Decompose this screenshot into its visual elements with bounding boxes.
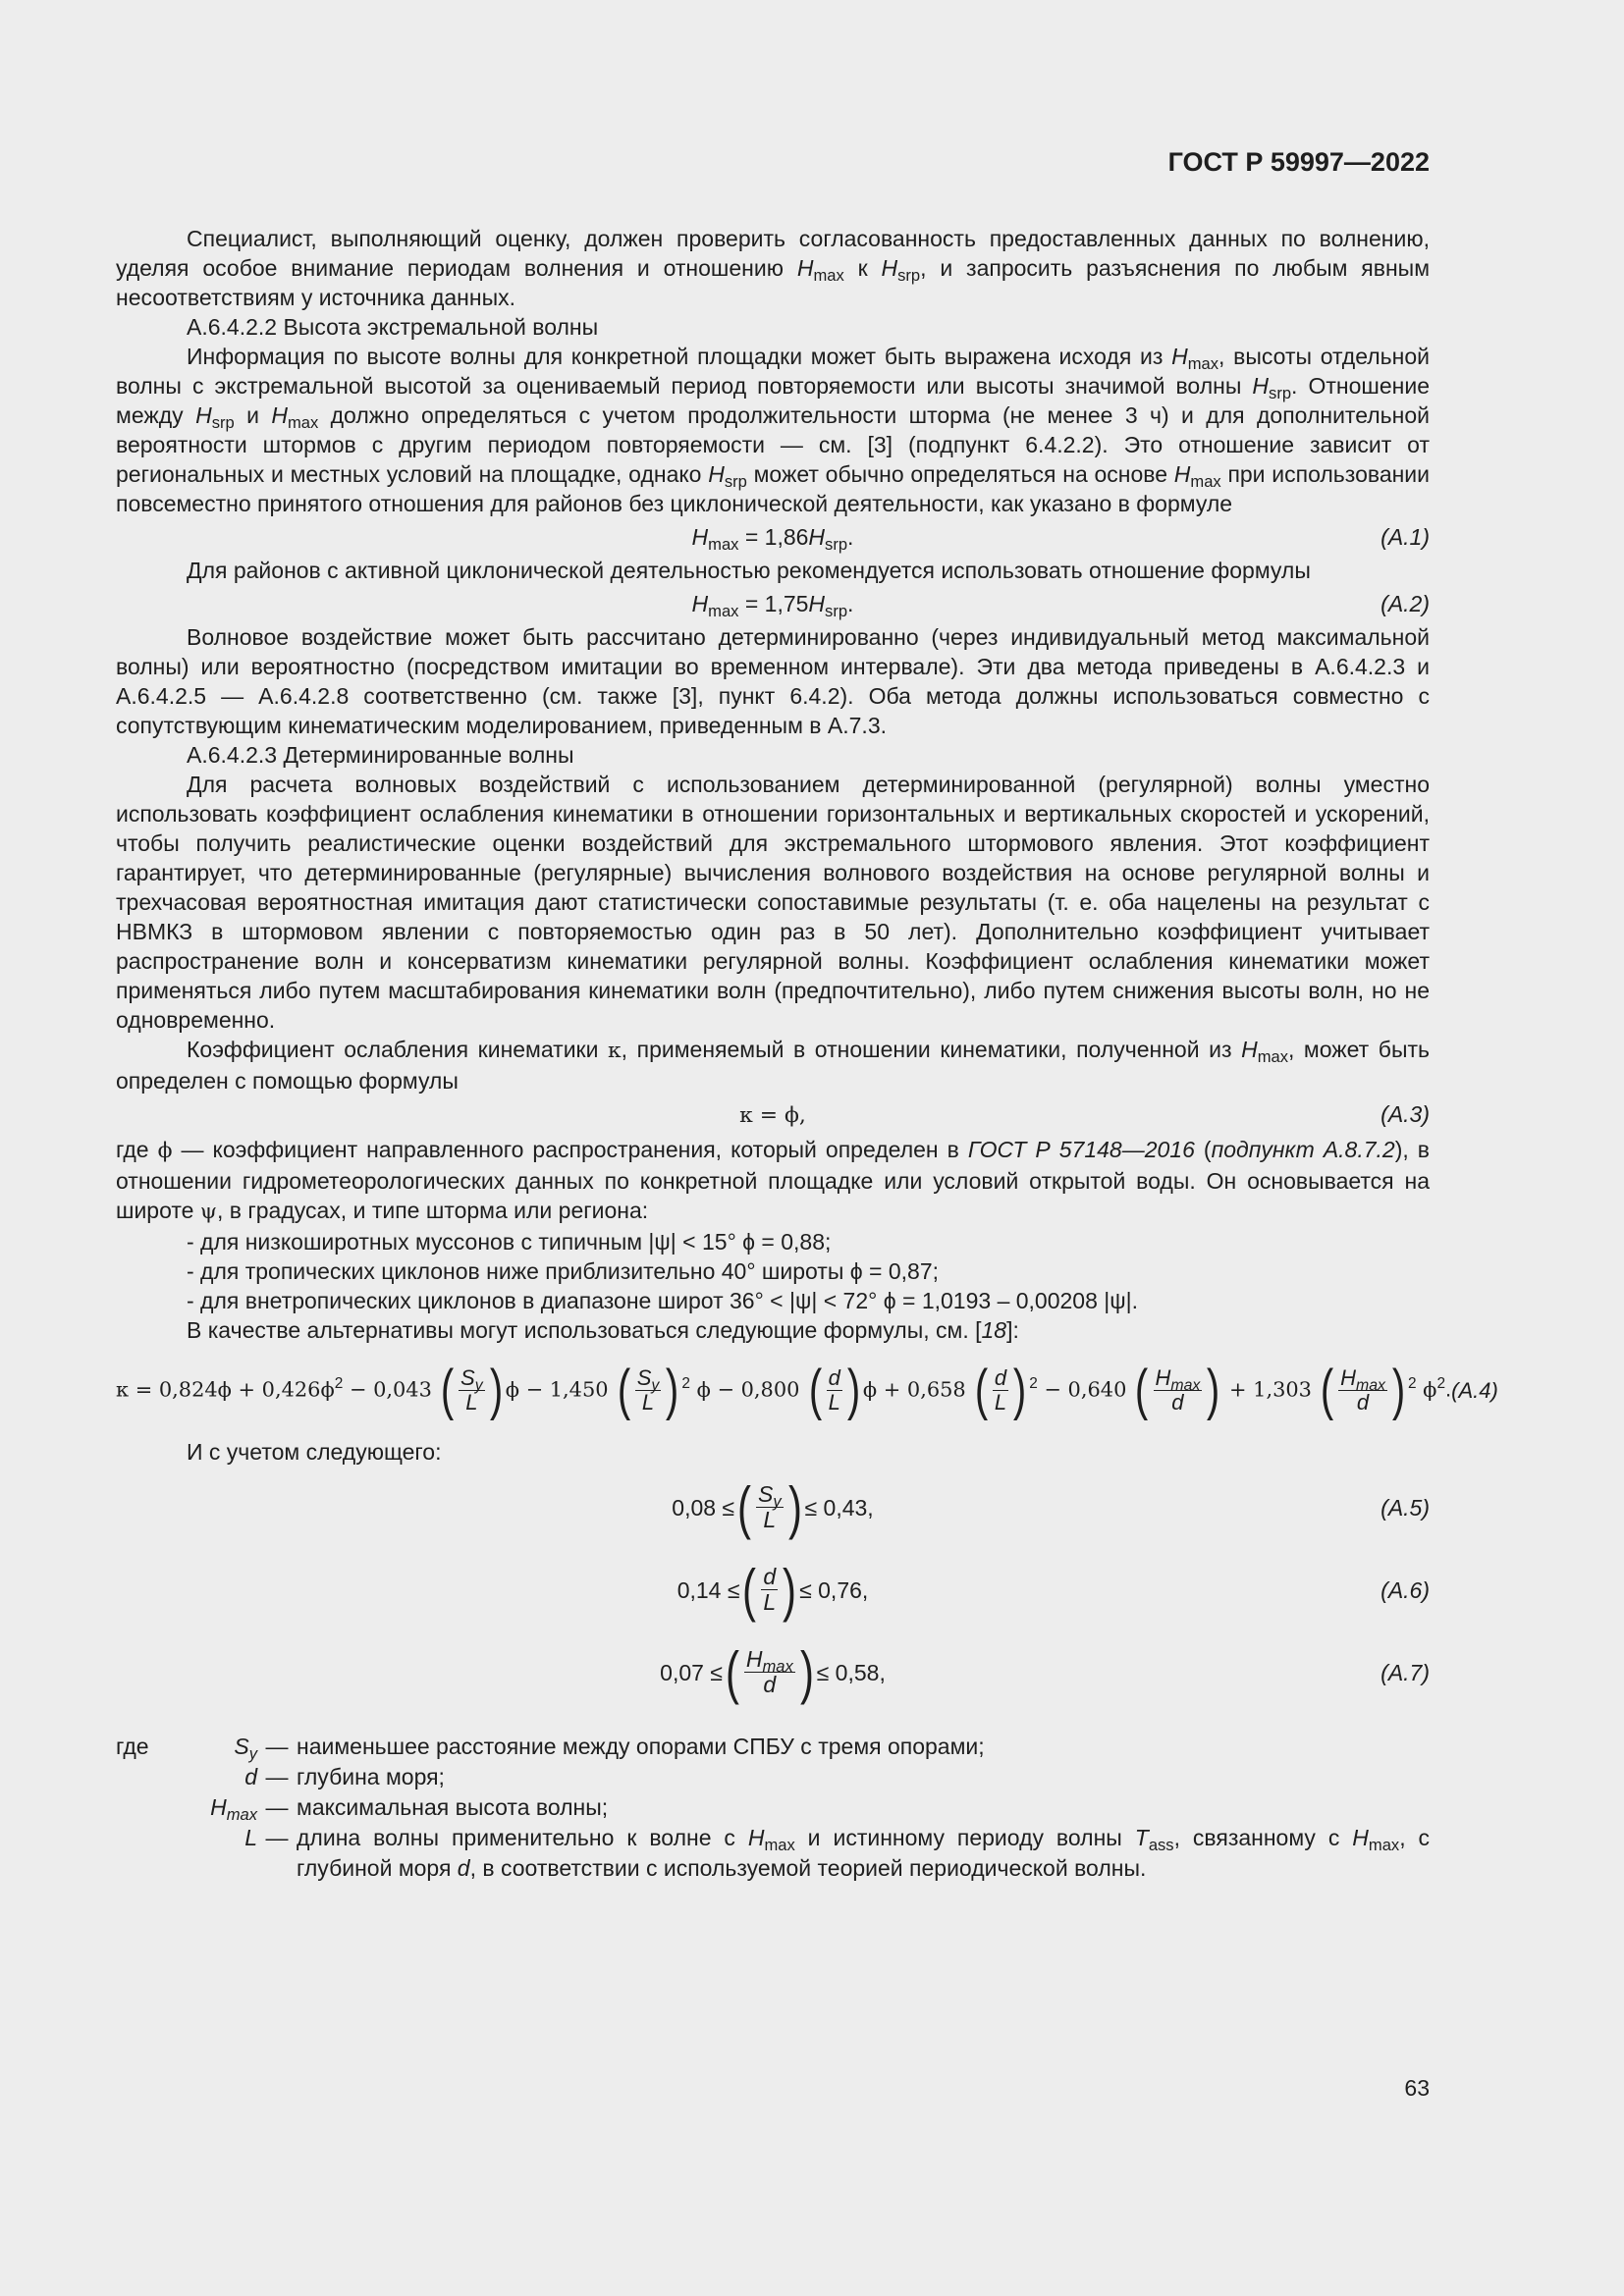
equation-number: (A.4) — [1451, 1378, 1498, 1403]
paragraph-constraints: И с учетом следующего: — [187, 1439, 442, 1465]
page-number: 63 — [1404, 2075, 1430, 2101]
list-item: - для тропических циклонов ниже приблизительно 40° широты ϕ = 0,87; — [187, 1258, 939, 1284]
definitions-list — [116, 1732, 1430, 1884]
paragraph-alternative: В качестве альтернативы могут использоваться следующие формулы, см. [18]: — [187, 1317, 1019, 1343]
equation-a1: $H_{max} = 1,86H_{srp}$. (A.1) — [691, 524, 1430, 554]
equation-a4: $\kappa = 0,824\phi + 0,426\phi^2 - 0,043$ ( $\frac{S_y}{L}$ ) ϕ − 1,450 ( $\frac{S_y}{L}$ ) $^2$ ϕ − 0,800 ( $\frac{d}{L}$ ) ϕ + 0,658 ( $\frac{d}{L}$ ) $^2$ − 0,640 ( $\frac{H_{max}}{d}$ ) + 1,303 ( $\frac{H_{max}}{d}$ ) $^2$ $\phi^2$. (A.4) — [116, 1359, 1498, 1422]
definition-l: L — длина волны применительно к волне с $H_{max}$ и истинному периоду волны $T_{ass}$, связанному с $H_{max}$, с глубиной моря d, в соответствии с используемой теорией периодической волны. — [244, 1825, 1431, 1881]
equation-number: (A.7) — [1380, 1660, 1430, 1685]
standard-header: ГОСТ Р 59997—2022 — [1167, 147, 1430, 177]
equation-a6: 0,14 ≤ ( $\frac{d}{L}$ ) ≤ 0,76, (A.6) — [677, 1557, 1430, 1624]
list-item: - для низкоширотных муссонов с типичным |ψ| < 15° ϕ = 0,88; — [187, 1229, 832, 1255]
paragraph-wave-height: Информация по высоте волны для конкретной площадки может быть выражена исходя из $H_{max}$, высоты отдельной волны с экстремальной высотой за оцениваемый период повторяемости или высоты значимой волны $H_{srp}$. Отношение между $H_{srp}$ и $H_{max}$ должно определяться с учетом продолжительности шторма (не менее 3 ч) и для дополнительной вероятности штормов с другим периодом повторяемости — см. [3] (подпункт 6.4.2.2). Это отношение зависит от региональных и местных условий на площадке, однако $H_{srp}$ может обычно определяться на основе $H_{max}$ при использовании повсеместно принятого отношения для районов без циклонической деятельности, как указано в формуле — [116, 344, 1431, 516]
definition-sy: где $S_y$ — наименьшее расстояние между опорами СПБУ с тремя опорами; — [116, 1734, 985, 1763]
paragraph-deterministic: Для расчета волновых воздействий с использованием детерминированной (регулярной) волны уместно использовать коэффициент ослабления кинематики в отношении горизонтальных и вертикальных скоростей и ускорений, чтобы получить реалистические оценки воздействий для экстремального штормового явления. Этот коэффициент гарантирует, что детерминированные (регулярные) вычисления волнового воздействия на основе регулярной волны и трехчасовая вероятностная имитация дают статистически сопоставимые результаты (т. е. оба нацелены на результат с НВМКЗ в штормовом явлении с повторяемостью один раз в 50 лет). Дополнительно коэффициент учитывает распространение волн и консерватизм кинематики регулярной волны. Коэффициент ослабления кинематики может применяться либо путем масштабирования кинематики волн (предпочтительно), либо путем снижения высоты волн, но не одновременно. — [116, 772, 1430, 1033]
paragraph-cyclonic: Для районов с активной циклонической деятельностью рекомендуется использовать отношение формулы — [187, 558, 1311, 583]
equation-number: (A.5) — [1380, 1495, 1430, 1521]
equation-a5: 0,08 ≤ ( $\frac{S_y}{L}$ ) ≤ 0,43, (A.5) — [672, 1474, 1430, 1541]
equation-a2: $H_{max} = 1,75H_{srp}$. (A.2) — [691, 591, 1430, 620]
equation-a7: 0,07 ≤ ( $\frac{H_{max}}{d}$ ) ≤ 0,58, (A.7) — [660, 1639, 1430, 1706]
paragraph-wave-action: Волновое воздействие может быть рассчитано детерминированно (через индивидуальный метод максимальной волны) или вероятностно (посредством имитации во временном интервале). Эти два метода приведены в А.6.4.2.3 и А.6.4.2.5 — А.6.4.2.8 соответственно (см. также [3], пункт 6.4.2). Оба метода должны использоваться совместно с сопутствующим кинематическим моделированием, приведенным в А.7.3. — [116, 624, 1430, 738]
section-heading-a6422: А.6.4.2.2 Высота экстремальной волны — [187, 314, 599, 340]
definition-hmax: $H_{max}$ — максимальная высота волны; — [210, 1794, 609, 1824]
paragraph-data-consistency: Специалист, выполняющий оценку, должен проверить согласованность предоставленных данных по волнению, уделяя особое внимание периодам волнения и отношению $H_{max}$ к $H_{srp}$, и запросить разъяснения по любым явным несоответствиям у источника данных. — [116, 226, 1431, 310]
equation-a3: κ = ϕ, (A.3) — [739, 1101, 1430, 1128]
page-content — [116, 224, 1498, 1884]
equation-number: (A.3) — [1380, 1101, 1430, 1127]
list-item: - для внетропических циклонов в диапазоне широт 36° < |ψ| < 72° ϕ = 1,0193 – 0,00208 |ψ|. — [187, 1288, 1139, 1313]
equation-number: (A.2) — [1380, 591, 1430, 616]
equation-number: (A.6) — [1380, 1577, 1430, 1603]
equation-number: (A.1) — [1380, 524, 1430, 550]
section-heading-a6423: А.6.4.2.3 Детерминированные волны — [187, 742, 574, 768]
paragraph-spreading-factor: где ϕ — коэффициент направленного распространения, который определен в ГОСТ Р 57148—2016 (подпункт А.8.7.2), в отношении гидрометеорологических данных по конкретной площадке или условий открытой воды. Он основывается на широте ψ, в градусах, и типе шторма или региона: — [116, 1137, 1430, 1224]
definition-d: d — глубина моря; — [244, 1764, 445, 1789]
paragraph-kinematics-factor: Коэффициент ослабления кинематики κ, применяемый в отношении кинематики, полученной из $H_{max}$, может быть определен с помощью формулы — [116, 1037, 1431, 1094]
